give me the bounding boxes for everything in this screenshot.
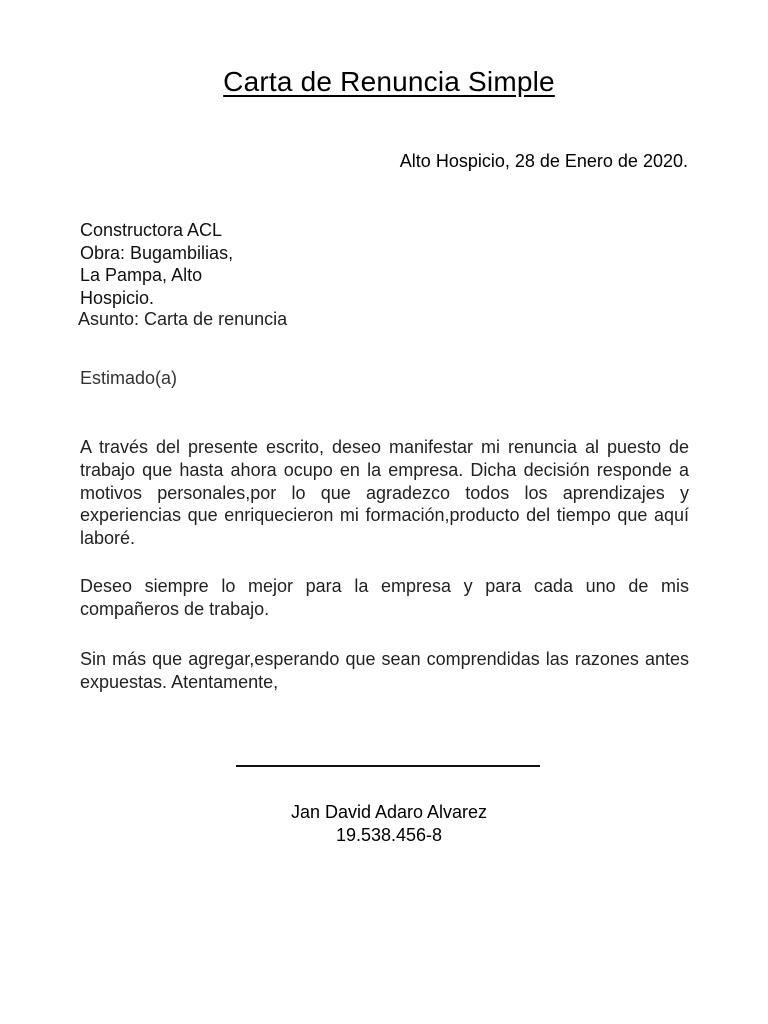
body-paragraph-3: Sin más que agregar,esperando que sean comprendidas las razones antes expuestas. Atentamente,: [80, 649, 689, 692]
recipient-location: La Pampa, Alto: [80, 265, 203, 285]
recipient-block: [80, 219, 233, 309]
signer-name: Jan David Adaro Alvarez: [290, 802, 488, 822]
body-paragraph-2: Deseo siempre lo mejor para la empresa y para cada uno de mis compañeros de trabajo.: [80, 576, 689, 619]
recipient-company: Constructora ACL: [80, 220, 223, 240]
body-paragraph-1: A través del presente escrito, deseo manifestar mi renuncia al puesto de trabajo que hasta ahora ocupo en la empresa. Dicha decisión responde a motivos personales,por lo que agradezco todos los aprendizajes y experiencias que enriquecieron mi formación,producto del tiempo que aquí laboré.: [80, 437, 689, 549]
recipient-project: Obra: Bugambilias,: [80, 242, 234, 263]
date-line: Alto Hospicio, 28 de Enero de 2020.: [399, 151, 688, 171]
signature-line: [236, 765, 540, 767]
subject-line: Asunto: Carta de renuncia: [78, 309, 288, 329]
greeting: Estimado(a): [80, 368, 178, 388]
letter-title: Carta de Renuncia Simple: [223, 66, 555, 97]
signer-id: 19.538.456-8: [335, 825, 443, 845]
signer-block: [0, 801, 768, 847]
recipient-city: Hospicio.: [80, 287, 155, 308]
